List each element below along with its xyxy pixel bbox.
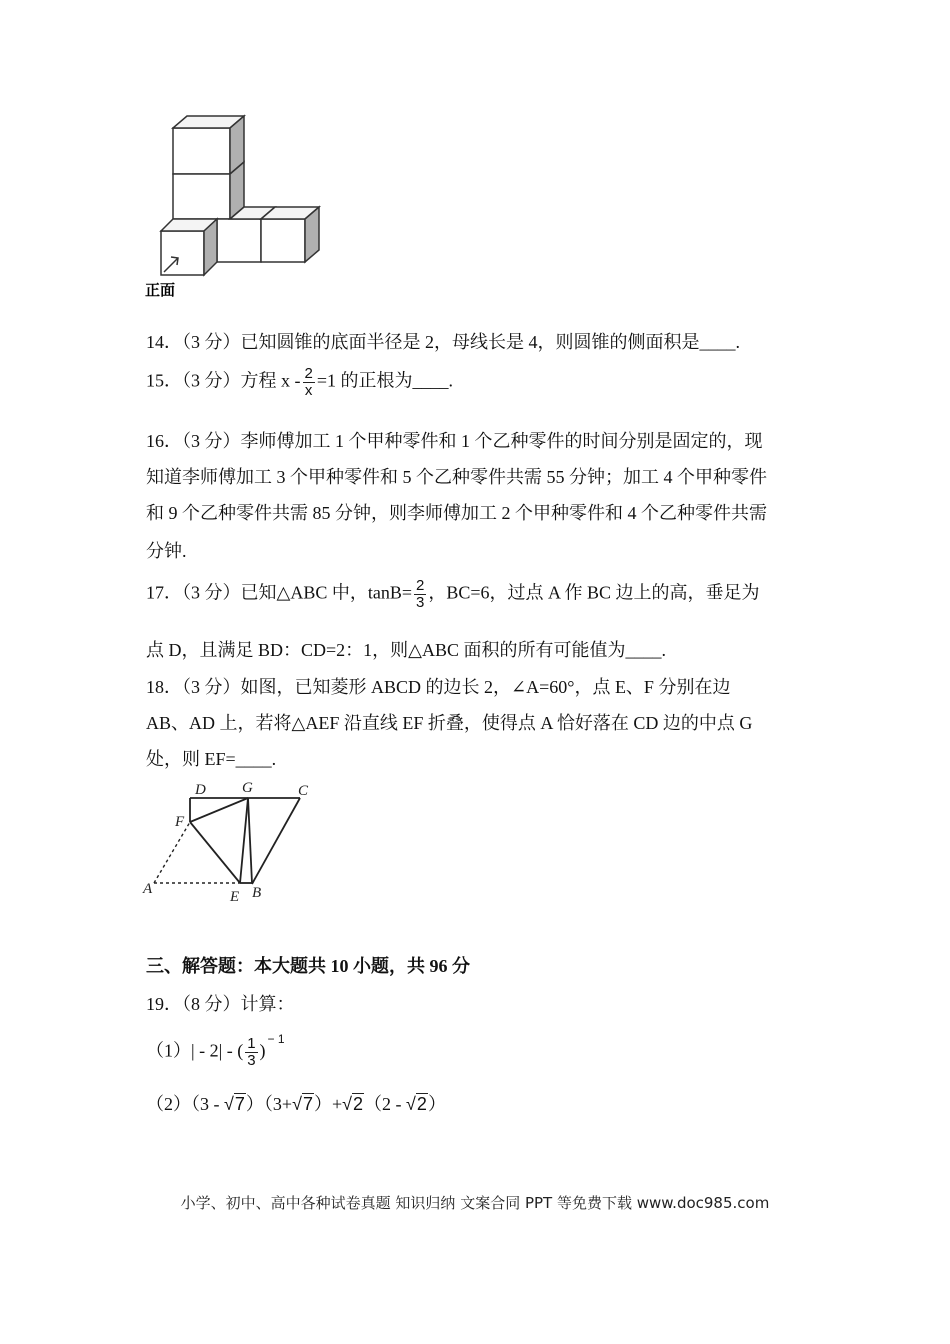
question-19-part-2 [146,1090,446,1116]
q19-p1-prefix: （1）| ‐ 2| ‐ ( [146,1040,244,1061]
sqrt-2-a: √2 [342,1094,364,1114]
question-17-line-2: 点 D，且满足 BD：CD=2：1，则△ABC 面积的所有可能值为____. [146,640,667,660]
question-16-line-4: 分钟. [146,541,187,561]
question-18-line-1: 18．（3 分）如图，已知菱形 ABCD 的边长 2，∠A=60°，点 E、F 分别在边 [146,677,731,697]
q15-numerator: 2 [304,365,313,382]
label-C: C [298,783,309,799]
q19-p1-numerator: 1 [247,1035,256,1052]
label-B: B [252,885,262,901]
q19-p2-b: ）（3+ [245,1094,293,1114]
question-18-line-2: AB、AD 上，若将△AEF 沿直线 EF 折叠，使得点 A 恰好落在 CD 边的中点 G [146,713,753,733]
question-17-line-1 [146,578,760,611]
section-heading: 三、解答题：本大题共 10 小题，共 96 分 [146,956,470,976]
sqrt-2-b: √2 [406,1094,427,1114]
question-14: 14．（3 分）已知圆锥的底面半径是 2，母线长是 4，则圆锥的侧面积是____. [146,332,740,352]
rhombus-figure [140,775,320,905]
q19-p2-e: ） [427,1094,446,1114]
question-15 [146,366,453,399]
q19-p1-close: ) [259,1040,266,1061]
q19-p1-denominator: 3 [247,1052,256,1069]
sqrt-2-a-radicand: 2 [353,1094,364,1114]
question-16-line-2: 知道李师傅加工 3 个甲种零件和 5 个乙种零件共需 55 分钟；加工 4 个甲种零件 [146,467,767,487]
q17-suffix: ，BC=6，过点 A 作 BC 边上的高，垂足为 [428,582,760,603]
q15-fraction [303,366,315,399]
q17-prefix: 17．（3 分）已知△ABC 中，tanB= [146,582,413,603]
question-16-line-3: 和 9 个乙种零件共需 85 分钟，则李师傅加工 2 个甲种零件和 4 个乙种零件共需 [146,503,767,523]
cube-figure [140,112,330,302]
sqrt-7-a-radicand: 7 [234,1094,245,1114]
question-16-line-1: 16．（3 分）李师傅加工 1 个甲种零件和 1 个乙种零件的时间分别是固定的，现 [146,431,763,451]
label-E: E [230,889,240,905]
sqrt-2-b-radicand: 2 [416,1094,427,1114]
q15-denominator: x [304,382,313,399]
q17-denominator: 3 [416,594,425,611]
sqrt-7-b-radicand: 7 [302,1094,313,1114]
q19-p2-a: （2）（3 ‐ [146,1094,224,1114]
footer-text: 小学、初中、高中各种试卷真题 知识归纳 文案合同 PPT 等免费下载 www.doc985.com [180,1194,770,1212]
q15-suffix: =1 的正根为____. [316,370,453,391]
sqrt-7-b: √7 [292,1094,313,1114]
q19-p2-d: （2 ‐ [364,1094,407,1114]
label-A: A [143,881,153,897]
question-19-part-1 [146,1031,285,1069]
question-18-line-3: 处，则 EF=____. [146,749,277,769]
q17-numerator: 2 [416,577,425,594]
q17-fraction [414,578,426,611]
q15-prefix: 15．（3 分）方程 x ‐ [146,370,301,391]
question-19-title: 19．（8 分）计算： [146,994,295,1014]
front-label: 正面 [145,281,176,299]
q19-p2-c: ）+ [313,1094,343,1114]
label-G: G [242,780,253,796]
label-F: F [175,814,185,830]
q19-p1-fraction [245,1036,257,1069]
q19-p1-exponent: − 1 [267,1031,285,1046]
label-D: D [195,782,206,798]
sqrt-7-a: √7 [224,1094,245,1114]
